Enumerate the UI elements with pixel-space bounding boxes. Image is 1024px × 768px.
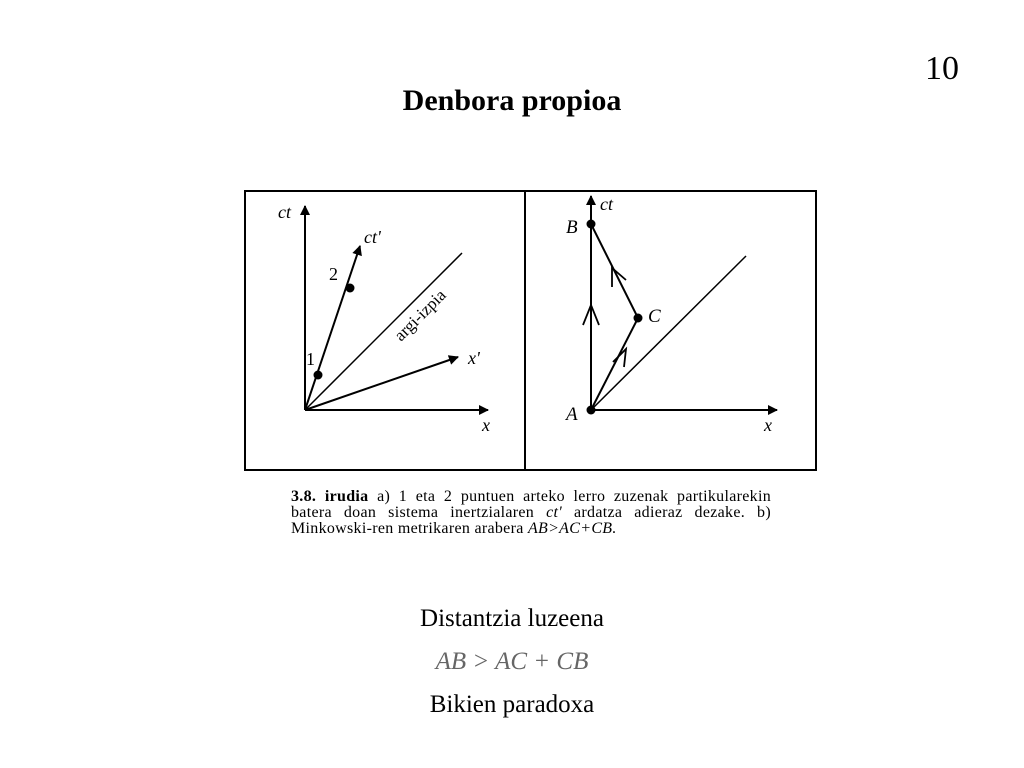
direction-chevron — [612, 268, 626, 287]
light-ray-label: argi-izpia — [390, 285, 450, 345]
event-point-b — [587, 220, 596, 229]
caption-text-2: ardatza adieraz dezake. b) Minkowski-ren metrikaren arabera — [291, 504, 771, 537]
slide-title: Denbora propioa — [402, 84, 622, 117]
ct-axis-label: ct — [600, 194, 613, 214]
point-a-label: A — [566, 404, 578, 425]
point-2-label: 2 — [329, 264, 338, 284]
note-twin-paradox: Bikien paradoxa — [429, 691, 595, 718]
ct-prime-axis-label: ct' — [364, 227, 381, 247]
right-panel — [564, 194, 777, 435]
x-axis-label: x — [482, 415, 490, 435]
light-ray-line — [591, 256, 746, 410]
note-longest-distance: Distantzia luzeena — [420, 605, 604, 632]
path-a-c — [591, 318, 638, 410]
x-axis-label: x — [764, 415, 772, 435]
left-panel — [278, 202, 490, 435]
caption-formula: AB>AC+CB. — [527, 520, 617, 537]
slide-notes — [0, 597, 1024, 726]
event-point-2 — [346, 284, 355, 293]
x-prime-axis-label: x' — [468, 348, 480, 368]
event-point-c — [634, 314, 643, 323]
slide-number: 10 — [925, 50, 959, 87]
caption-text-1: a) 1 eta 2 puntuen arteko lerro zuzenak partikularekin batera doan sistema inertzialaren — [291, 488, 771, 521]
point-1-label: 1 — [306, 349, 315, 369]
figure-caption — [291, 489, 771, 537]
caption-term: ct' — [546, 504, 562, 521]
event-point-1 — [314, 371, 323, 380]
ct-axis-label: ct — [278, 202, 291, 222]
caption-label: 3.8. irudia — [291, 488, 369, 505]
event-point-a — [587, 406, 596, 415]
point-c-label: C — [648, 306, 661, 327]
point-b-label: B — [566, 217, 578, 238]
note-formula: AB > AC + CB — [435, 648, 589, 675]
x-prime-axis — [305, 357, 458, 410]
